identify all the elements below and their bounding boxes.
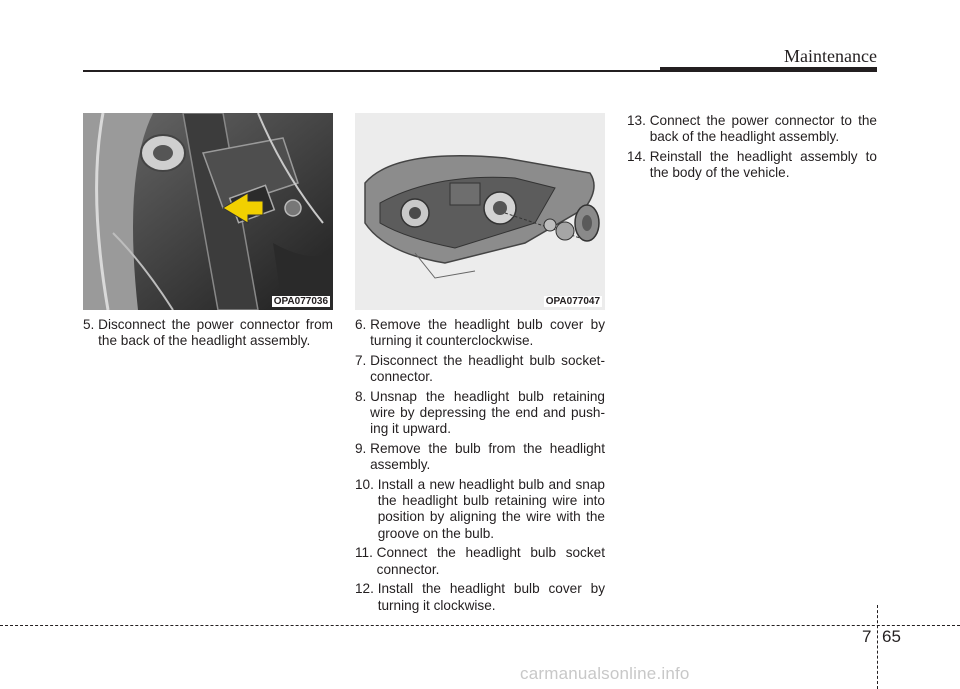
watermark: carmanualsonline.info — [520, 664, 690, 683]
step-number: 11. — [355, 545, 373, 561]
power-connector-illustration — [83, 113, 333, 310]
step-number: 12. — [355, 581, 374, 597]
step-number: 13. — [627, 113, 646, 128]
step-number: 5. — [83, 317, 95, 332]
step-text: Remove the bulb from the headlight assembly. — [370, 440, 605, 473]
step-14 — [627, 149, 877, 182]
step-text: Install the headlight bulb cover by turning it clockwise. — [377, 581, 605, 613]
step-number: 9. — [355, 440, 367, 456]
step-number: 6. — [355, 317, 367, 332]
figure-power-connector — [83, 113, 333, 310]
step-text: Connect the power connector to the back of the headlight assembly. — [649, 113, 877, 145]
figure-headlight-assembly — [355, 113, 605, 310]
section-title: Maintenance — [784, 46, 877, 66]
figure-code: OPA077047 — [545, 296, 600, 307]
step-8 — [355, 389, 605, 438]
headlight-assembly-illustration — [355, 113, 605, 310]
step-6 — [355, 317, 605, 350]
steps-column-left — [83, 317, 333, 353]
step-9 — [355, 441, 605, 474]
figure-code: OPA077036 — [273, 296, 328, 307]
step-11 — [355, 545, 605, 578]
step-12 — [355, 581, 605, 614]
step-text: Remove the headlight bulb cover by turning it counterclockwise. — [370, 317, 605, 349]
step-10 — [355, 477, 605, 543]
header-rule — [83, 70, 660, 72]
page-number: 65 — [882, 627, 901, 646]
steps-column-middle — [355, 317, 605, 617]
chapter-number: 7 — [862, 627, 872, 646]
step-number: 7. — [355, 352, 367, 368]
steps-column-right — [627, 113, 877, 185]
step-text: Install a new headlight bulb and snap the headlight bulb retaining wire into position by aligning the wire with the groove on the bulb. — [377, 476, 605, 541]
step-text: Unsnap the headlight bulb retaining wire by depressing the end and push-ing it upward. — [370, 388, 605, 437]
header-rule-accent — [660, 67, 877, 72]
footer-rule — [0, 625, 960, 626]
footer-divider — [877, 605, 878, 689]
step-number: 14. — [627, 148, 646, 164]
step-number: 8. — [355, 388, 367, 404]
step-text: Disconnect the power connector from the back of the headlight assembly. — [98, 317, 333, 349]
step-text: Disconnect the headlight bulb socket-connector. — [370, 352, 605, 385]
step-number: 10. — [355, 476, 374, 492]
step-5 — [83, 317, 333, 350]
step-text: Connect the headlight bulb socket connector. — [376, 545, 605, 577]
step-text: Reinstall the headlight assembly to the body of the vehicle. — [649, 148, 877, 181]
step-13 — [627, 113, 877, 146]
step-7 — [355, 353, 605, 386]
